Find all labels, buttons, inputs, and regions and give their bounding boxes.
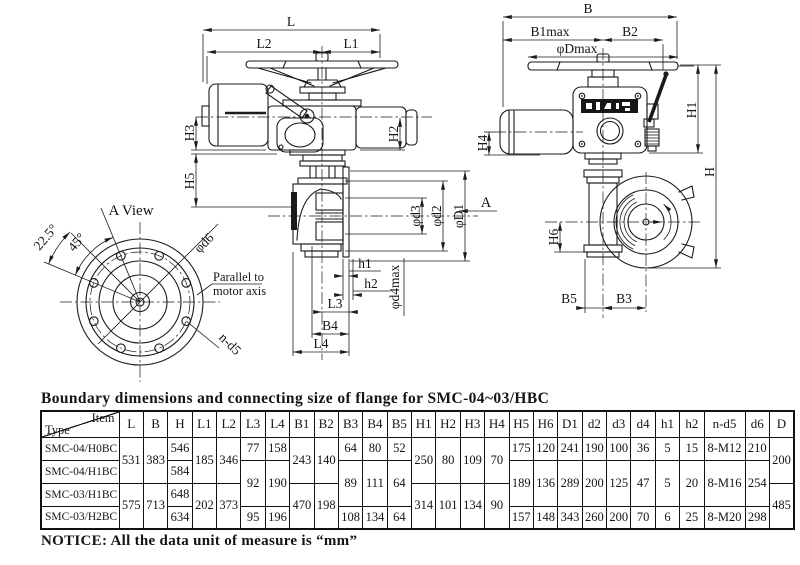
corner-item-label: Item	[91, 411, 115, 425]
dim-cell: 52	[387, 437, 411, 460]
col-header: B2	[314, 411, 338, 437]
dim-label-h3: H3	[182, 124, 197, 142]
actuator-body-side	[573, 71, 669, 153]
stem-yoke	[298, 155, 347, 184]
dim-cell: 80	[363, 437, 387, 460]
col-header: B	[143, 411, 167, 437]
col-header: B3	[338, 411, 362, 437]
dim-cell: 70	[485, 437, 509, 483]
corner-cell	[41, 411, 119, 437]
side-view	[475, 1, 721, 318]
dim-cell: 77	[241, 437, 265, 460]
col-header: B4	[363, 411, 387, 437]
col-header: L2	[217, 411, 241, 437]
dim-label-dmax: φDmax	[556, 41, 598, 56]
parallel-note-line2: motor axis	[213, 284, 267, 298]
col-header: B1	[290, 411, 314, 437]
motor-front	[202, 84, 268, 146]
notice-text: NOTICE: All the data unit of measure is “mm”	[41, 533, 358, 549]
dim-cell: 89	[338, 460, 362, 506]
dim-cell: 5	[655, 460, 679, 506]
dim-label-d6: φd6	[190, 229, 217, 256]
dimension-table	[40, 410, 795, 530]
dim-label-h: H	[702, 167, 717, 177]
dim-cell: 531	[119, 437, 143, 483]
col-header: L	[119, 411, 143, 437]
dim-label-d2: φd2	[429, 205, 444, 227]
row-type: SMC-04/H1BC	[41, 460, 119, 483]
dim-cell: 202	[192, 483, 216, 529]
handwheel-side	[528, 54, 694, 87]
dim-cell: 190	[582, 437, 606, 460]
dim-cell: 175	[509, 437, 533, 460]
dim-cell: 343	[558, 506, 582, 529]
dim-label-h2: H2	[386, 125, 401, 143]
col-header: H	[168, 411, 192, 437]
dim-cell: 584	[168, 460, 192, 483]
front-view	[182, 14, 497, 360]
valve-section	[291, 167, 349, 257]
dim-cell: 111	[363, 460, 387, 506]
dim-cell: 80	[436, 437, 460, 483]
col-header: d6	[745, 411, 769, 437]
dim-cell: 134	[363, 506, 387, 529]
dim-cell: 47	[631, 460, 655, 506]
dim-cell: 8-M12	[704, 437, 745, 460]
dim-cell: 158	[265, 437, 289, 460]
table-row	[41, 437, 794, 460]
corner-type-label: Type	[45, 422, 70, 437]
dim-label-l2: L2	[256, 36, 272, 51]
dim-cell: 546	[168, 437, 192, 460]
dim-cell: 243	[290, 437, 314, 483]
dim-cell: 8-M20	[704, 506, 745, 529]
dim-cell: 136	[533, 460, 557, 506]
dim-cell: 108	[338, 506, 362, 529]
dim-cell: 125	[607, 460, 631, 506]
dim-label-b4: B4	[322, 318, 338, 333]
dim-cell: 64	[387, 460, 411, 506]
dim-cell: 196	[265, 506, 289, 529]
col-header: D	[769, 411, 794, 437]
dim-label-nd5: n-d5	[216, 329, 245, 358]
row-type: SMC-03/H2BC	[41, 506, 119, 529]
dim-cell: 346	[217, 437, 241, 483]
dim-label-h2-small: h2	[364, 276, 378, 291]
dim-cell: 373	[217, 483, 241, 529]
dim-cell: 70	[631, 506, 655, 529]
dim-cell: 298	[745, 506, 769, 529]
dim-label-d4max: φd4max	[387, 264, 402, 310]
dim-cell: 95	[241, 506, 265, 529]
dim-label-h4: H4	[475, 134, 490, 152]
dim-cell: 648	[168, 483, 192, 506]
dim-label-b1max: B1max	[530, 24, 570, 39]
dim-label-b: B	[583, 1, 593, 16]
col-header: H6	[533, 411, 557, 437]
row-type: SMC-04/H0BC	[41, 437, 119, 460]
dim-label-b5: B5	[561, 291, 577, 306]
col-header: L1	[192, 411, 216, 437]
dim-cell: 20	[680, 460, 704, 506]
dim-cell: 185	[192, 437, 216, 483]
dim-cell: 120	[533, 437, 557, 460]
dim-cell: 157	[509, 506, 533, 529]
dim-cell: 189	[509, 460, 533, 506]
row-type: SMC-03/H1BC	[41, 483, 119, 506]
dim-cell: 260	[582, 506, 606, 529]
col-header: d3	[607, 411, 631, 437]
dim-label-l3: L3	[327, 296, 343, 311]
dim-cell: 15	[680, 437, 704, 460]
dim-label-l4: L4	[313, 336, 329, 351]
angle-label-45: 45°	[64, 230, 89, 255]
dim-cell: 241	[558, 437, 582, 460]
dim-cell: 6	[655, 506, 679, 529]
dim-cell: 25	[680, 506, 704, 529]
dim-cell: 109	[460, 437, 484, 483]
dim-cell: 190	[265, 460, 289, 506]
dim-cell: 470	[290, 483, 314, 529]
dim-cell: 200	[607, 506, 631, 529]
dim-label-D1: φD1	[451, 203, 466, 229]
dim-cell: 575	[119, 483, 143, 529]
dim-cell: 250	[412, 437, 436, 483]
dim-label-l1: L1	[343, 36, 359, 51]
dim-label-d3: φd3	[408, 205, 423, 227]
col-header: D1	[558, 411, 582, 437]
dim-label-h1-small: h1	[358, 256, 372, 271]
dim-label-h6: H6	[546, 228, 561, 246]
dim-label-h5: H5	[182, 172, 197, 190]
col-header: h2	[680, 411, 704, 437]
dim-cell: 90	[485, 483, 509, 529]
a-view-title: A View	[108, 203, 154, 219]
dim-cell: 92	[241, 460, 265, 506]
dim-cell: 148	[533, 506, 557, 529]
side-dimensions	[484, 17, 721, 313]
view-a-arrow-label: A	[480, 195, 492, 211]
col-header: H2	[436, 411, 460, 437]
dim-cell: 100	[607, 437, 631, 460]
table-title: Boundary dimensions and connecting size of flange for SMC-04~03/HBC	[41, 390, 550, 407]
dim-cell: 254	[745, 460, 769, 506]
angle-label-22-5: 22.5°	[30, 221, 61, 254]
dim-label-b3: B3	[616, 291, 632, 306]
dim-cell: 140	[314, 437, 338, 483]
col-header: H3	[460, 411, 484, 437]
col-header: H5	[509, 411, 533, 437]
dim-label-l: L	[286, 14, 296, 29]
dim-cell: 101	[436, 483, 460, 529]
dim-cell: 134	[460, 483, 484, 529]
col-header: n-d5	[704, 411, 745, 437]
table-section	[40, 390, 797, 550]
dim-cell: 200	[769, 437, 794, 483]
dim-cell: 713	[143, 483, 167, 529]
col-header: d2	[582, 411, 606, 437]
dim-label-h1: H1	[684, 101, 699, 119]
dim-cell: 8-M16	[704, 460, 745, 506]
dim-cell: 5	[655, 437, 679, 460]
dim-cell: 634	[168, 506, 192, 529]
front-dimensions	[191, 30, 497, 356]
dim-cell: 314	[412, 483, 436, 529]
dim-cell: 64	[338, 437, 362, 460]
dim-cell: 210	[745, 437, 769, 460]
dim-cell: 485	[769, 483, 794, 529]
dim-label-b2: B2	[622, 24, 638, 39]
col-header: B5	[387, 411, 411, 437]
a-view	[30, 203, 266, 382]
dim-cell: 383	[143, 437, 167, 483]
col-header: d4	[631, 411, 655, 437]
col-header: h1	[655, 411, 679, 437]
col-header: L4	[265, 411, 289, 437]
dim-cell: 36	[631, 437, 655, 460]
col-header: H1	[412, 411, 436, 437]
dim-cell: 64	[387, 506, 411, 529]
col-header: H4	[485, 411, 509, 437]
col-header: L3	[241, 411, 265, 437]
parallel-note-line1: Parallel to	[213, 270, 265, 284]
dim-cell: 200	[582, 460, 606, 506]
dim-cell: 198	[314, 483, 338, 529]
dim-cell: 289	[558, 460, 582, 506]
